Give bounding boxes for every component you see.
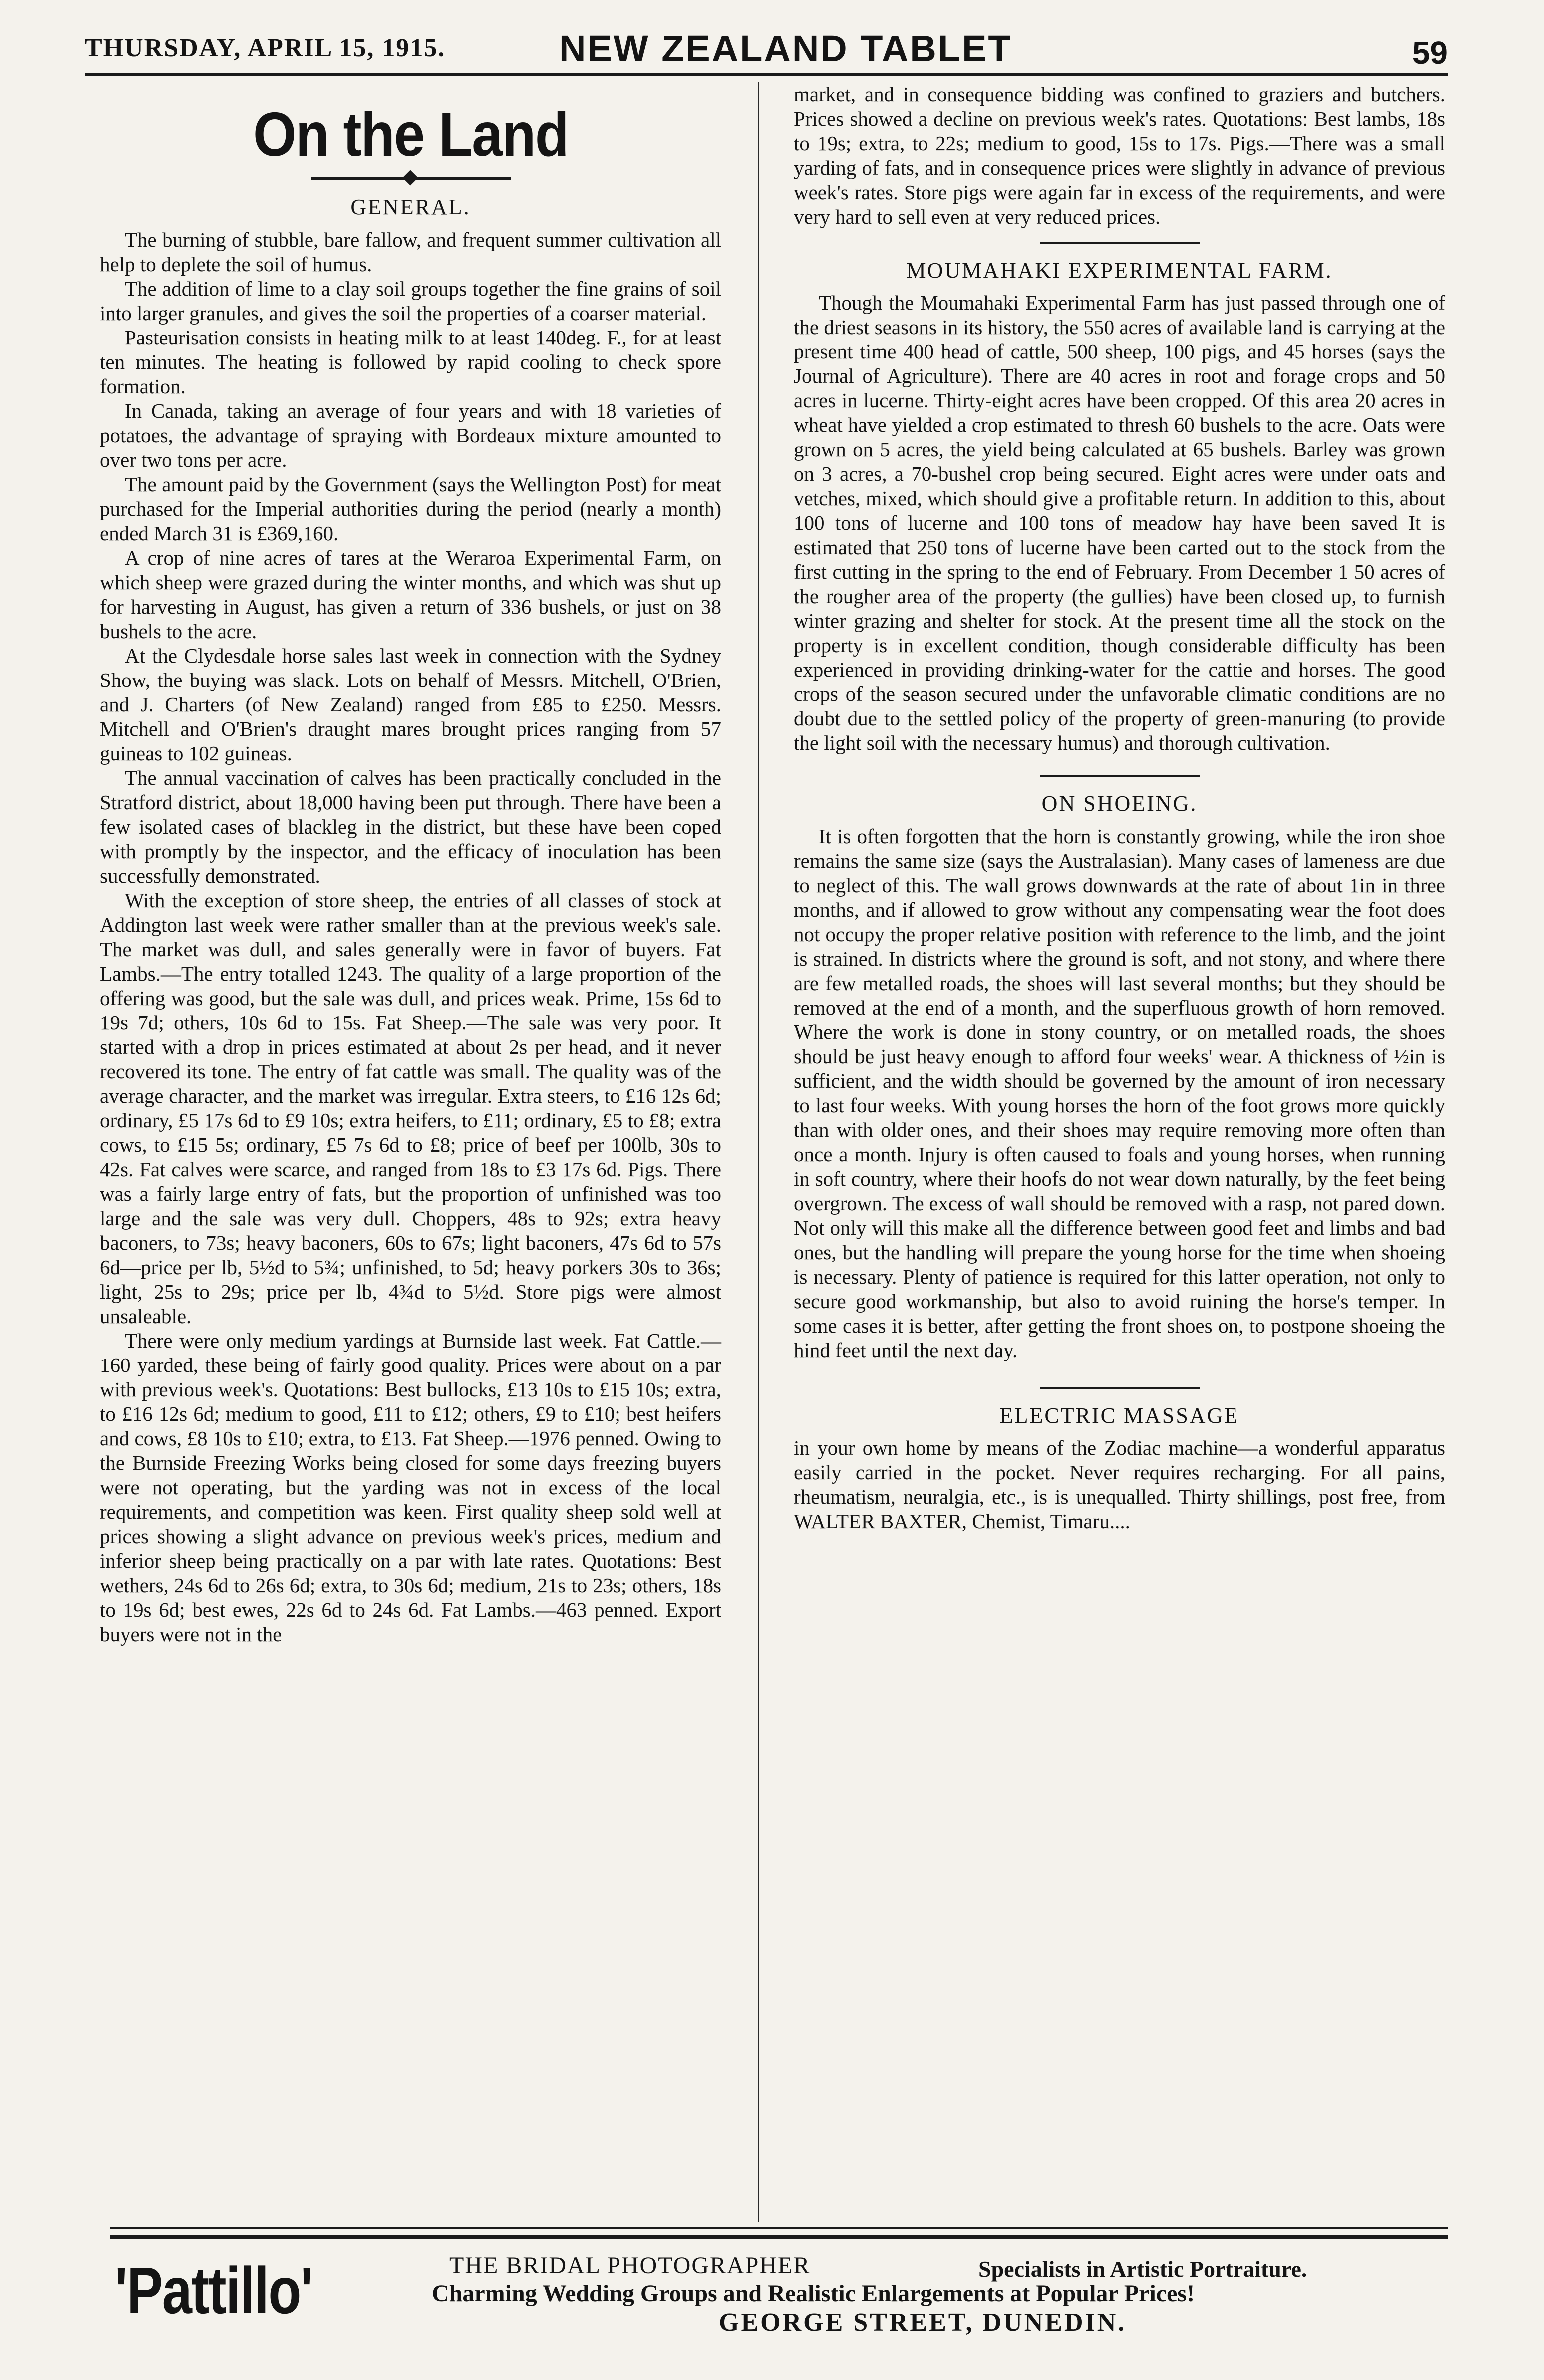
continued-paragraph: market, and in consequence bidding was confined to graziers and butchers. Prices showed a decline on previous week's rates. Quotations: Best lambs, 18s to 19s; extra, to 22s; medium to good, 15s to 17s. Pigs.—There was a small yarding of fats, and in consequence prices were slightly in advance of previous week's rates. Store pigs were again far in excess of the requirements, and were very hard to sell even at very reduced prices. bbox=[794, 83, 1445, 228]
section-heading-general: GENERAL. bbox=[350, 195, 471, 220]
section-heading-moumahaki: MOUMAHAKI EXPERIMENTAL FARM. bbox=[906, 258, 1333, 283]
paragraph: There were only medium yardings at Burnside last week. Fat Cattle.—160 yarded, these being of fairly good quality. Prices were about on a par with previous week's. Quotations: Best bullocks, £13 10s to £15 10s; extra, to £16 12s 6d; medium to good, £11 to £12; others, £9 to £10; best heifers and cows, £8 10s to £10; extra, to £13. Fat Sheep.—1976 penned. Owing to the Burnside Freezing Works being closed for some days freezing buyers were not operating, but the yarding was not in excess of the local requirements, and competition was keen. First quality sheep sold well at prices showing a slight advance on previous week's prices, medium and inferior sheep being practically on a par with late rates. Quotations: Best wethers, 24s 6d to 26s 6d; extra, to 30s 6d; medium, 21s to 23s; others, 18s to 19s 6d; best ewes, 22s 6d to 24s 6d. Fat Lambs.—463 penned. Export buyers were not in the bbox=[100, 1329, 721, 1646]
paragraph: Though the Moumahaki Experimental Farm has just passed through one of the driest seasons in its history, the 550 acres of available land is carrying at the present time 400 head of cattle, 500 sheep, 100 pigs, and 45 horses (says the Journal of Agriculture). There are 40 acres in root and forage crops and 50 acres in lucerne. Thirty-eight acres have been cropped. Of this area 20 acres in wheat have yielded a crop estimated to thresh 60 bushels to the acre. Oats were grown on 5 acres, the yield being calculated at 65 bushels. Barley was grown on 3 acres, a 70-bushel crop being secured. Eight acres were under oats and vetches, mixed, which should give a profitable return. In addition to this, about 100 tons of lucerne and 100 tons of meadow hay have been saved It is estimated that 250 tons of lucerne have been carted out to the stock from the first cutting in the spring to the end of February. From December 1 50 acres of the rougher area of the property (the gullies) have been closed up, to furnish winter grazing and shelter for stock. At the present time all the stock on the property is in excellent condition, though considerable difficulty has been experienced in providing drinking-water for the cattie and horses. The good crops of the season secured under the unfavorable climatic conditions are no doubt due to the settled policy of the property of green-manuring (to provide the light soil with the necessary humus) and thorough cultivation. bbox=[794, 291, 1445, 755]
right-column bbox=[794, 82, 1445, 1534]
header-rule bbox=[85, 73, 1448, 76]
section-rule bbox=[1040, 775, 1200, 777]
section-heading-shoeing: ON SHOEING. bbox=[1041, 791, 1198, 816]
page-number: 59 bbox=[1412, 35, 1448, 71]
paragraph: At the Clydesdale horse sales last week in connection with the Sydney Show, the buying was slack. Lots on behalf of Messrs. Mitchell, O'Brien, and J. Charters (of New Zealand) ranged from £85 to £250. Messrs. Mitchell and O'Brien's draught mares brought prices ranging from 57 guineas to 102 guineas. bbox=[100, 644, 721, 765]
section-rule bbox=[1040, 242, 1200, 244]
paragraph: A crop of nine acres of tares at the Weraroa Experimental Farm, on which sheep were grazed during the winter months, and which was shut up for harvesting in August, has given a return of 336 bushels, or just on 38 bushels to the acre. bbox=[100, 546, 721, 643]
paragraph: The burning of stubble, bare fallow, and frequent summer cultivation all help to deplete the soil of humus. bbox=[100, 228, 721, 276]
ad-rule-thick bbox=[110, 2235, 1448, 2239]
left-column bbox=[100, 82, 721, 1647]
title-ornament bbox=[311, 177, 511, 180]
paragraph: The addition of lime to a clay soil groups together the fine grains of soil into larger granules, and gives the soil the properties of a coarser material. bbox=[100, 277, 721, 325]
paragraph: In Canada, taking an average of four years and with 18 varieties of potatoes, the advantage of spraying with Bordeaux mixture amounted to over two tons per acre. bbox=[100, 399, 721, 471]
ad-brand-name: 'Pattillo' bbox=[115, 2254, 312, 2327]
paragraph: The annual vaccination of calves has been practically concluded in the Stratford district, about 18,000 having been put through. There have been a few isolated cases of blackleg in the district, but these have been coped with promptly by the inspector, and the efficacy of inoculation has been successfully demonstrated. bbox=[100, 766, 721, 887]
section-rule bbox=[1040, 1387, 1200, 1389]
page-header bbox=[85, 27, 1448, 72]
paragraph: With the exception of store sheep, the entries of all classes of stock at Addington last week were rather smaller than at the previous week's sale. The market was dull, and sales generally were in favor of buyers. Fat Lambs.—The entry totalled 1243. The quality of a large proportion of the offering was good, but the sale was dull, and prices weak. Prime, 15s 6d to 19s 7d; others, 10s 6d to 15s. Fat Sheep.—The sale was very poor. It started with a drop in prices estimated at about 2s per head, and it never recovered its tone. The entry of fat cattle was small. The quality was of the average character, and the market was irregular. Extra steers, to £16 12s 6d; ordinary, £5 17s 6d to £9 10s; extra heifers, to £11; ordinary, £5 to £8; extra cows, to £15 5s; ordinary, £5 7s 6d to £8; price of beef per 100lb, 30s to 42s. Fat calves were scarce, and ranged from 18s to £3 17s 6d. Pigs. There was a fairly large entry of fats, but the proportion of unfinished was too large and the sale was very dull. Choppers, 48s to 92s; extra heavy baconers, to 73s; heavy baconers, 60s to 67s; light baconers, 47s 6d to 57s 6d—price per lb, 5½d to 5¾; unfinished, to 5d; heavy porkers 30s to 36s; light, 25s to 29s; price per lb, 4¾d to 5½d. Store pigs were almost unsaleable. bbox=[100, 888, 721, 1328]
publication-title: NEW ZEALAND TABLET bbox=[559, 28, 1012, 69]
ad-description: Charming Wedding Groups and Realistic Enlargements at Popular Prices! bbox=[432, 2280, 1195, 2307]
column-divider bbox=[758, 82, 759, 2222]
ad-address: GEORGE STREET, DUNEDIN. bbox=[719, 2308, 1127, 2337]
article-title: On the Land bbox=[253, 100, 569, 169]
advertisement-text: in your own home by means of the Zodiac machine—a wonderful apparatus easily carried in the pocket. Never requires recharging. For all pains, rheumatism, neuralgia, etc., is is unequalled. Thirty shillings, post free, from WALTER BAXTER, Chemist, Timaru.... bbox=[794, 1436, 1445, 1533]
issue-date: THURSDAY, APRIL 15, 1915. bbox=[85, 34, 446, 62]
paragraph: Pasteurisation consists in heating milk to at least 140deg. F., for at least ten minutes. The heating is followed by rapid cooling to check spore formation. bbox=[100, 326, 721, 398]
paragraph: The amount paid by the Government (says the Wellington Post) for meat purchased for the Imperial authorities during the period (nearly a month) ended March 31 is £369,160. bbox=[100, 472, 721, 545]
ad-specialty: Specialists in Artistic Portraiture. bbox=[978, 2256, 1307, 2282]
ad-tagline: THE BRIDAL PHOTOGRAPHER bbox=[449, 2252, 811, 2279]
paragraph: It is often forgotten that the horn is constantly growing, while the iron shoe remains the same size (says the Australasian). Many cases of lameness are due to neglect of this. The wall grows downwards at the rate of about 1in in three months, and if allowed to grow without any compensating wear the foot does not occupy the proper relative position with reference to the limb, and the joint is strained. In districts where the ground is soft, and not stony, and where there are few metalled roads, the shoes will last several months; but they should be removed at the end of a month, and the superfluous growth of horn removed. Where the work is done in stony country, or on metalled roads, the shoes should be just heavy enough to afford four weeks' wear. A thickness of ½in is sufficient, and the width should be governed by the amount of iron necessary to last four weeks. With young horses the horn of the foot grows more quickly than with older ones, and their shoes may require removing more often than once a month. Injury is often caused to foals and young horses, when running in soft country, where their hoofs do not wear down naturally, by the feet being overgrown. The excess of wall should be removed with a rasp, not pared down. Not only will this make all the difference between good feet and limbs and bad ones, but the handling will prepare the young horse for the time when shoeing is necessary. Plenty of patience is required for this latter operation, not only to secure good workmanship, but also to avoid ruining the horse's temper. In some cases it is better, after getting the front shoes on, to postpone shoeing the hind feet until the next day. bbox=[794, 824, 1445, 1361]
ad-rule-thin bbox=[110, 2227, 1448, 2229]
section-heading-massage: ELECTRIC MASSAGE bbox=[999, 1403, 1239, 1428]
